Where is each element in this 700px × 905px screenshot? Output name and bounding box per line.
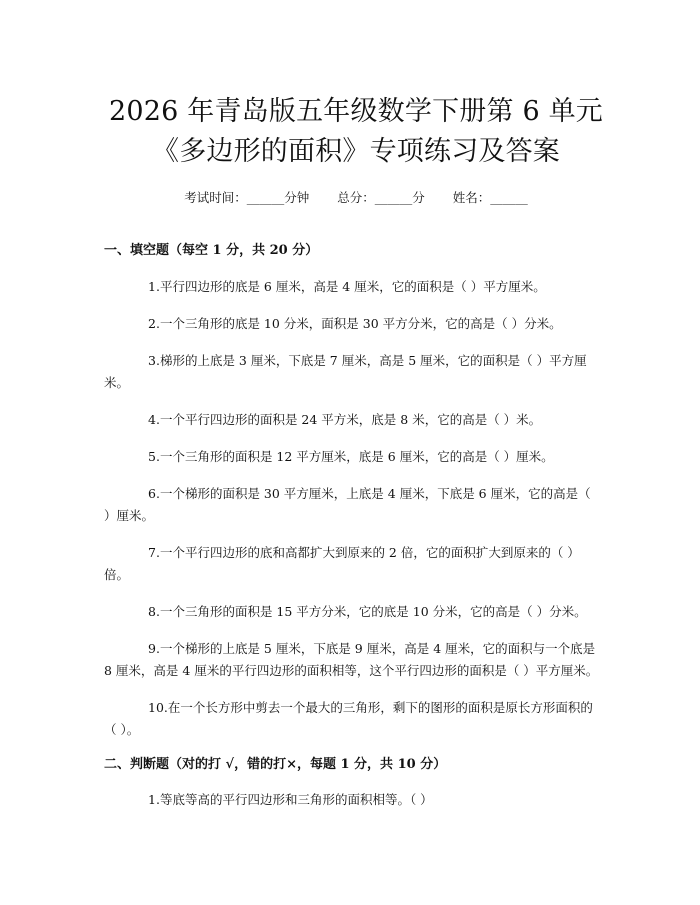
question-item xyxy=(104,409,599,431)
question-text: 一个梯形的上底是 5 厘米，下底是 9 厘米，高是 4 厘米，它的面积与一个底是 8 厘米，高是 4 厘米的平行四边形的面积相等，这个平行四边形的面积是（ ）平方厘米。 xyxy=(104,641,599,678)
question-item xyxy=(104,789,599,811)
question-text: 平行四边形的底是 6 厘米，高是 4 厘米，它的面积是（ ）平方厘米。 xyxy=(159,279,546,294)
question-item xyxy=(104,313,599,335)
total-score: 总分：______分 xyxy=(337,190,425,205)
question-number: 4. xyxy=(148,412,160,427)
exam-meta xyxy=(104,189,608,207)
question-number: 10. xyxy=(148,700,168,715)
question-item xyxy=(104,446,599,468)
question-item xyxy=(104,697,599,741)
question-number: 1. xyxy=(148,792,160,807)
question-text: 一个三角形的底是 10 分米，面积是 30 平方分米，它的高是（ ）分米。 xyxy=(159,316,562,331)
question-text: 在一个长方形中剪去一个最大的三角形，剩下的图形的面积是原长方形面积的（ ）。 xyxy=(104,700,593,737)
document-title: 2026 年青岛版五年级数学下册第 6 单元《多边形的面积》专项练习及答案 xyxy=(108,96,604,167)
question-text: 梯形的上底是 3 厘米，下底是 7 厘米，高是 5 厘米，它的面积是（ ）平方厘米。 xyxy=(104,353,587,390)
student-name: 姓名：______ xyxy=(452,190,528,205)
question-number: 5. xyxy=(148,449,160,464)
question-text: 一个平行四边形的面积是 24 平方米，底是 8 米，它的高是（ ）米。 xyxy=(159,412,542,427)
question-item xyxy=(104,601,599,623)
question-item xyxy=(104,350,599,394)
true-false-section xyxy=(104,755,608,811)
exam-time: 考试时间：______分钟 xyxy=(184,190,310,205)
section-title: 二、判断题（对的打 √，错的打×，每题 1 分，共 10 分） xyxy=(104,757,447,772)
question-item xyxy=(104,542,599,586)
fill-blank-section xyxy=(104,241,608,741)
question-text: 一个平行四边形的底和高都扩大到原来的 2 倍，它的面积扩大到原来的（ ）倍。 xyxy=(104,545,580,582)
question-text: 一个三角形的面积是 15 平方分米，它的底是 10 分米，它的高是（ ）分米。 xyxy=(159,604,587,619)
question-number: 2. xyxy=(148,316,160,331)
question-number: 1. xyxy=(148,279,160,294)
question-item xyxy=(104,638,599,682)
question-text: 等底等高的平行四边形和三角形的面积相等。（ ） xyxy=(159,792,433,807)
question-number: 7. xyxy=(148,545,160,560)
question-text: 一个三角形的面积是 12 平方厘米，底是 6 厘米，它的高是（ ）厘米。 xyxy=(159,449,554,464)
question-text: 一个梯形的面积是 30 平方厘米，上底是 4 厘米，下底是 6 厘米，它的高是（ ）厘米。 xyxy=(104,486,591,523)
question-number: 6. xyxy=(148,486,160,501)
question-number: 3. xyxy=(148,353,160,368)
question-number: 8. xyxy=(148,604,160,619)
question-item xyxy=(104,276,599,298)
question-item xyxy=(104,483,599,527)
question-number: 9. xyxy=(148,641,160,656)
section-title: 一、填空题（每空 1 分，共 20 分） xyxy=(104,243,319,258)
